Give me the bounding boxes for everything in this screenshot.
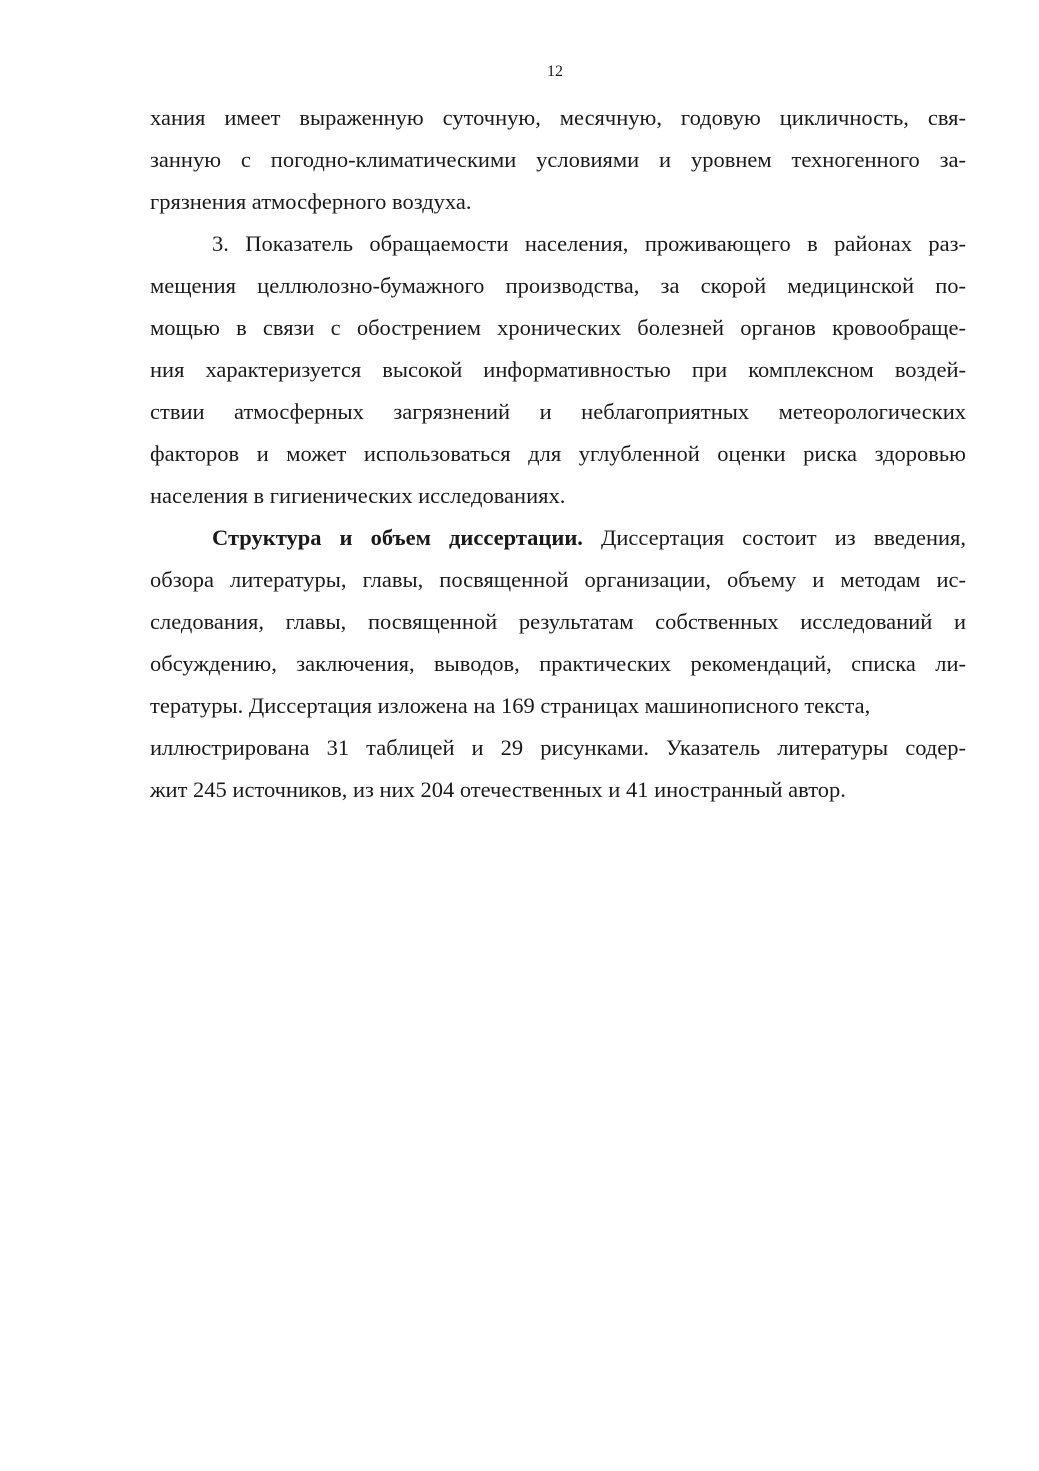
text-line: иллюстрирована 31 таблицей и 29 рисунками. Указатель литературы содер- [150,735,966,760]
text-line: обсуждению, заключения, выводов, практических рекомендаций, списка ли- [150,651,966,676]
text-line: мещения целлюлозно-бумажного производства, за скорой медицинской по- [150,273,966,298]
text-line: занную с погодно-климатическими условиями и уровнем техногенного за- [150,147,966,172]
text-line: ствии атмосферных загрязнений и неблагоприятных метеорологических [150,399,966,424]
text-line: обзора литературы, главы, посвященной организации, объему и методам ис- [150,567,966,592]
text-line: ния характеризуется высокой информативностью при комплексном воздей- [150,357,966,382]
text-line: жит 245 источников, из них 204 отечественных и 41 иностранный автор. [150,777,846,802]
page-number: 12 [547,63,563,80]
text-line: населения в гигиенических исследованиях. [150,483,566,508]
text-line: следования, главы, посвященной результатам собственных исследований и [150,609,966,634]
text-line: грязнения атмосферного воздуха. [150,189,472,214]
text-line: 3. Показатель обращаемости населения, проживающего в районах раз- [212,231,966,256]
text-line: хания имеет выраженную суточную, месячную, годовую цикличность, свя- [150,105,966,130]
text-line: факторов и может использоваться для углубленной оценки риска здоровью [150,441,966,466]
text-span: Диссертация состоит из введения, [582,525,967,550]
text-line: мощью в связи с обострением хронических болезней органов кровообраще- [150,315,966,340]
section-heading: Структура и объем диссертации. [212,525,583,550]
text-line [212,517,966,559]
text-line: тературы. Диссертация изложена на 169 страницах машинописного текста, [150,693,871,718]
